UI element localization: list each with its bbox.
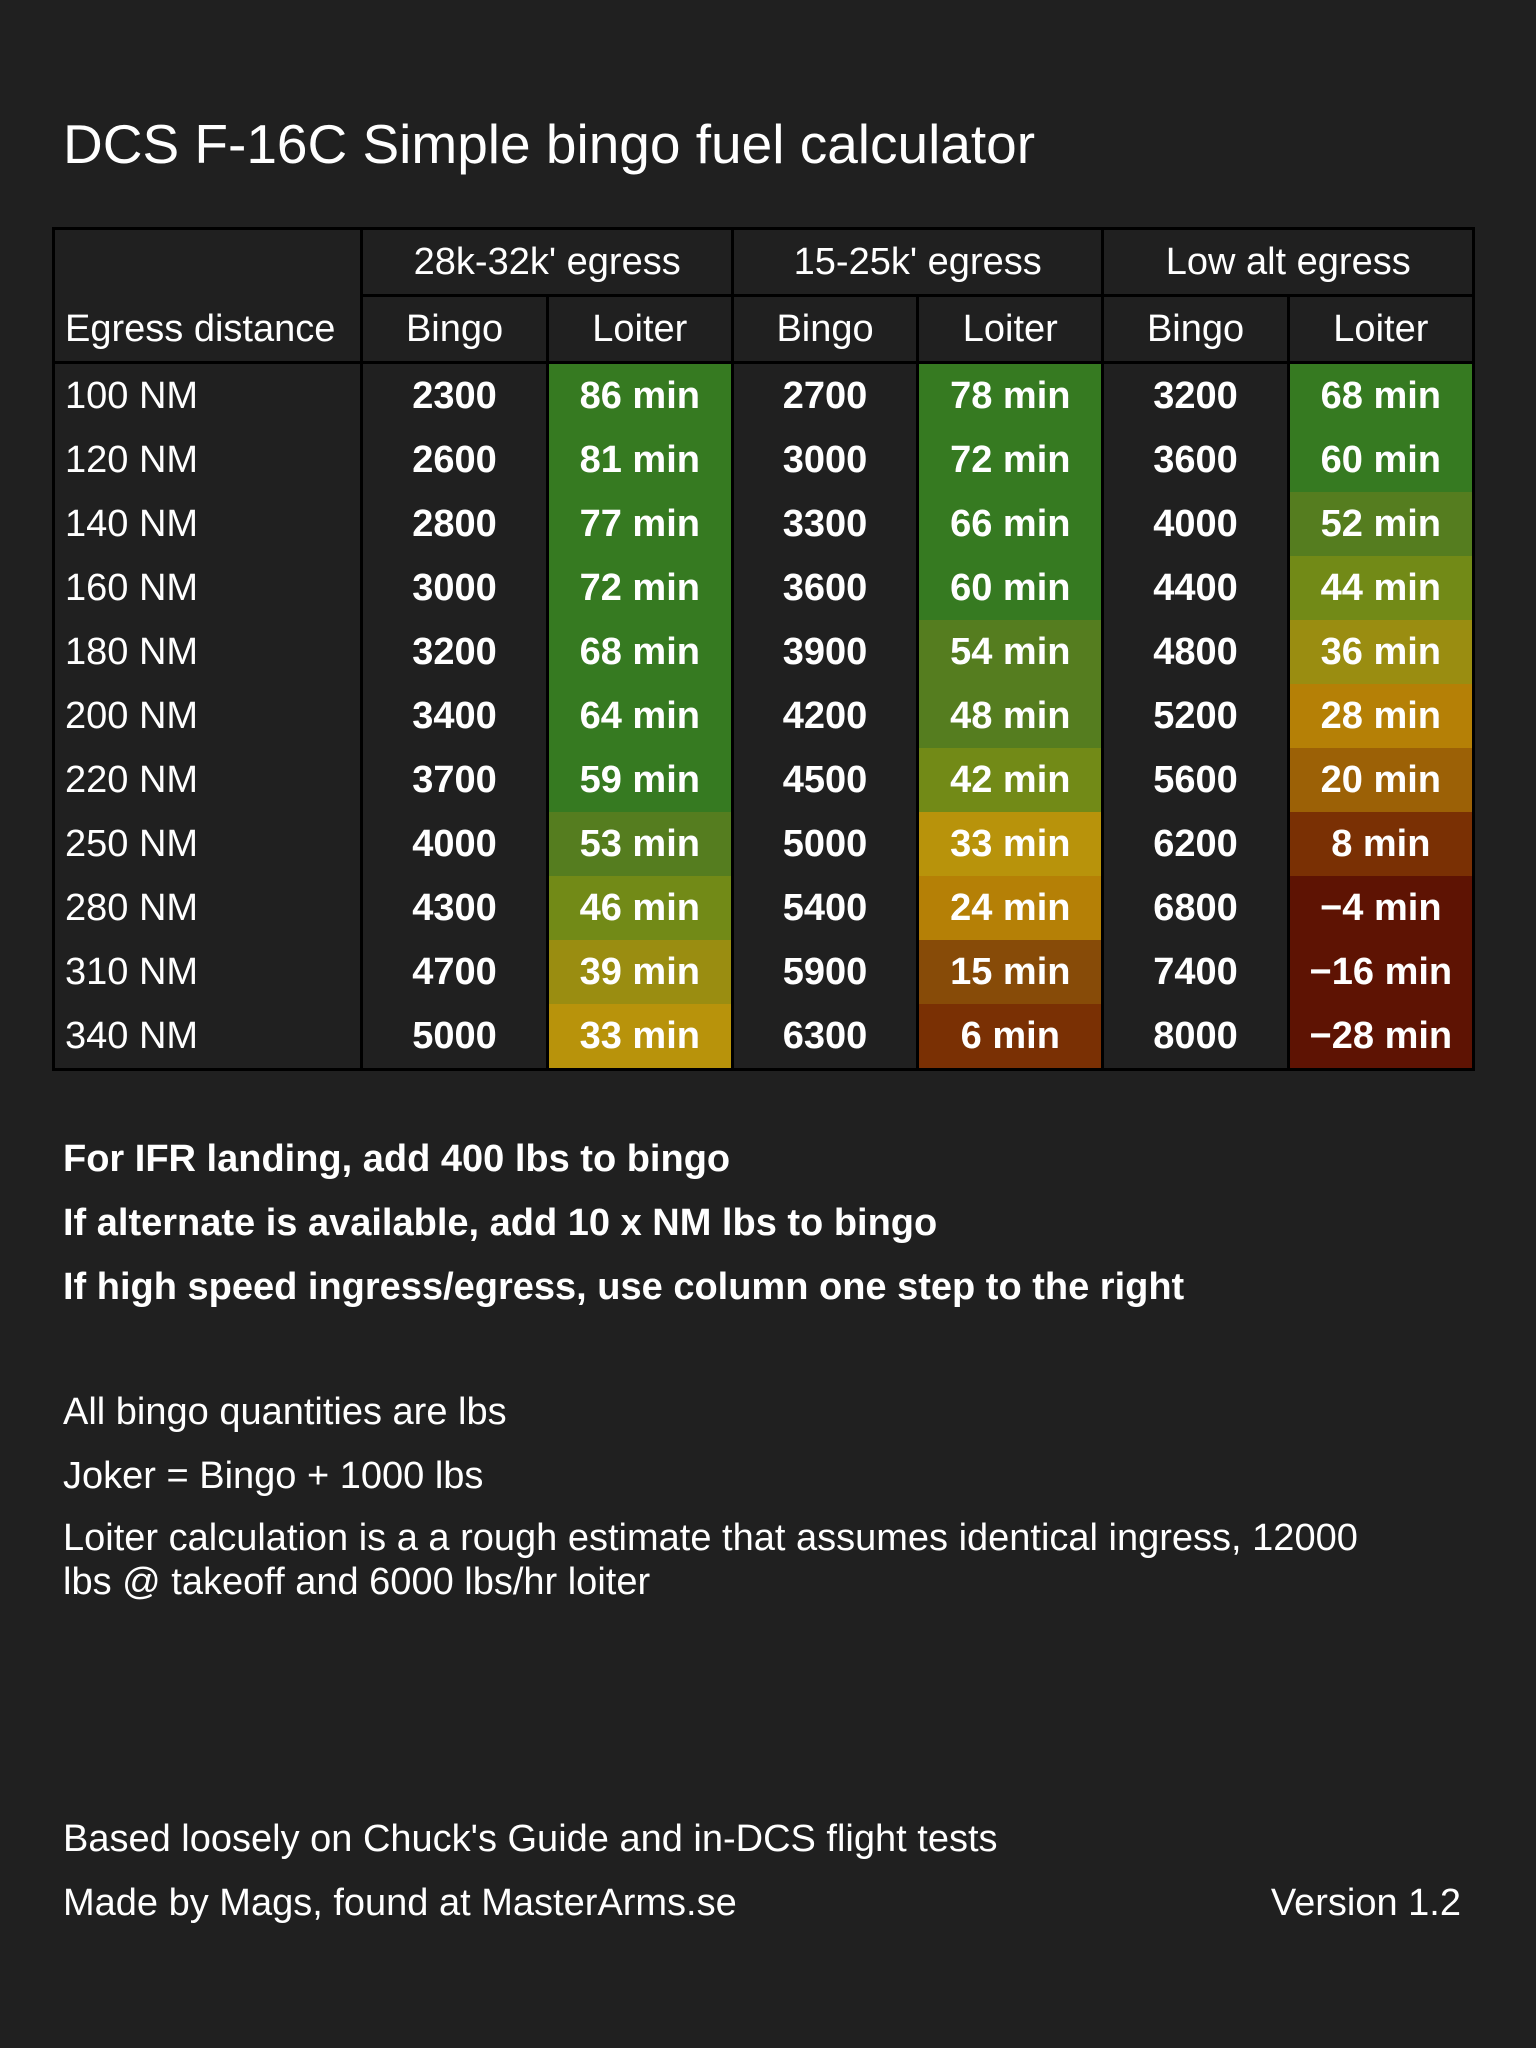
loiter-cell: 86 min: [547, 363, 732, 429]
distance-cell: 140 NM: [54, 492, 362, 556]
distance-cell: 160 NM: [54, 556, 362, 620]
page-title: DCS F-16C Simple bingo fuel calculator: [63, 113, 1036, 175]
loiter-cell: 53 min: [547, 812, 732, 876]
loiter-cell: −16 min: [1288, 940, 1473, 1004]
distance-cell: 220 NM: [54, 748, 362, 812]
bingo-cell: 4800: [1103, 620, 1288, 684]
table-row: [54, 363, 1474, 429]
distance-cell: 180 NM: [54, 620, 362, 684]
bingo-cell: 3900: [732, 620, 917, 684]
table-row: [54, 940, 1474, 1004]
bingo-cell: 5900: [732, 940, 917, 1004]
distance-cell: 340 NM: [54, 1004, 362, 1070]
loiter-cell: −28 min: [1288, 1004, 1473, 1070]
loiter-cell: −4 min: [1288, 876, 1473, 940]
bingo-cell: 3000: [732, 428, 917, 492]
bingo-cell: 4400: [1103, 556, 1288, 620]
bingo-cell: 3600: [1103, 428, 1288, 492]
group-header-row: [54, 229, 1474, 296]
bingo-cell: 5600: [1103, 748, 1288, 812]
bingo-cell: 3700: [362, 748, 547, 812]
bingo-cell: 2800: [362, 492, 547, 556]
note-units: All bingo quantities are lbs: [63, 1391, 507, 1433]
landing-notes: [63, 1127, 1184, 1319]
loiter-cell: 15 min: [918, 940, 1103, 1004]
note-high-speed: If high speed ingress/egress, use column one step to the right: [63, 1266, 1185, 1308]
table-row: [54, 876, 1474, 940]
footer-source: Based loosely on Chuck's Guide and in-DCS flight tests: [63, 1818, 998, 1860]
bingo-cell: 5000: [362, 1004, 547, 1070]
loiter-cell: 59 min: [547, 748, 732, 812]
bingo-header: Bingo: [1103, 296, 1288, 363]
loiter-cell: 28 min: [1288, 684, 1473, 748]
loiter-cell: 60 min: [918, 556, 1103, 620]
bingo-cell: 6300: [732, 1004, 917, 1070]
version-label: Version 1.2: [1270, 1882, 1461, 1924]
loiter-cell: 20 min: [1288, 748, 1473, 812]
bingo-cell: 4000: [1103, 492, 1288, 556]
bingo-cell: 3300: [732, 492, 917, 556]
distance-cell: 280 NM: [54, 876, 362, 940]
loiter-cell: 54 min: [918, 620, 1103, 684]
table-row: [54, 620, 1474, 684]
general-notes: [63, 1380, 1383, 1604]
loiter-cell: 39 min: [547, 940, 732, 1004]
table-row: [54, 812, 1474, 876]
note-loiter-calc: Loiter calculation is a a rough estimate that assumes identical ingress, 12000 lbs @ takeoff and 6000 lbs/hr loiter: [63, 1517, 1358, 1603]
loiter-cell: 72 min: [547, 556, 732, 620]
bingo-cell: 4200: [732, 684, 917, 748]
bingo-cell: 3600: [732, 556, 917, 620]
bingo-cell: 3400: [362, 684, 547, 748]
bingo-cell: 5200: [1103, 684, 1288, 748]
distance-cell: 200 NM: [54, 684, 362, 748]
table-row: [54, 1004, 1474, 1070]
loiter-cell: 24 min: [918, 876, 1103, 940]
bingo-cell: 3200: [362, 620, 547, 684]
table-row: [54, 684, 1474, 748]
bingo-cell: 4000: [362, 812, 547, 876]
bingo-header: Bingo: [732, 296, 917, 363]
loiter-header: Loiter: [1288, 296, 1473, 363]
loiter-header: Loiter: [547, 296, 732, 363]
loiter-cell: 46 min: [547, 876, 732, 940]
bingo-cell: 6800: [1103, 876, 1288, 940]
loiter-cell: 72 min: [918, 428, 1103, 492]
loiter-cell: 8 min: [1288, 812, 1473, 876]
bingo-cell: 6200: [1103, 812, 1288, 876]
table-row: [54, 428, 1474, 492]
footer-credit: Made by Mags, found at MasterArms.se: [63, 1882, 737, 1924]
table-row: [54, 556, 1474, 620]
note-ifr: For IFR landing, add 400 lbs to bingo: [63, 1138, 731, 1180]
loiter-cell: 52 min: [1288, 492, 1473, 556]
loiter-cell: 6 min: [918, 1004, 1103, 1070]
loiter-cell: 68 min: [1288, 363, 1473, 429]
bingo-cell: 4700: [362, 940, 547, 1004]
loiter-cell: 81 min: [547, 428, 732, 492]
bingo-cell: 8000: [1103, 1004, 1288, 1070]
bingo-cell: 7400: [1103, 940, 1288, 1004]
loiter-cell: 42 min: [918, 748, 1103, 812]
bingo-cell: 2600: [362, 428, 547, 492]
loiter-cell: 33 min: [918, 812, 1103, 876]
bingo-cell: 2300: [362, 363, 547, 429]
note-joker: Joker = Bingo + 1000 lbs: [63, 1455, 484, 1497]
loiter-cell: 66 min: [918, 492, 1103, 556]
note-alternate: If alternate is available, add 10 x NM lbs to bingo: [63, 1202, 938, 1244]
loiter-cell: 68 min: [547, 620, 732, 684]
bingo-cell: 2700: [732, 363, 917, 429]
bingo-cell: 3200: [1103, 363, 1288, 429]
loiter-cell: 33 min: [547, 1004, 732, 1070]
group-header: 28k-32k' egress: [362, 229, 733, 296]
loiter-cell: 78 min: [918, 363, 1103, 429]
bingo-cell: 4500: [732, 748, 917, 812]
group-header: Low alt egress: [1103, 229, 1474, 296]
loiter-cell: 77 min: [547, 492, 732, 556]
distance-header: Egress distance: [54, 229, 362, 363]
loiter-cell: 48 min: [918, 684, 1103, 748]
bingo-cell: 4300: [362, 876, 547, 940]
distance-cell: 100 NM: [54, 363, 362, 429]
bingo-header: Bingo: [362, 296, 547, 363]
loiter-cell: 60 min: [1288, 428, 1473, 492]
bingo-table: [52, 227, 1475, 1071]
loiter-cell: 44 min: [1288, 556, 1473, 620]
loiter-cell: 64 min: [547, 684, 732, 748]
group-header: 15-25k' egress: [732, 229, 1103, 296]
bingo-cell: 5400: [732, 876, 917, 940]
distance-cell: 250 NM: [54, 812, 362, 876]
loiter-cell: 36 min: [1288, 620, 1473, 684]
distance-cell: 310 NM: [54, 940, 362, 1004]
table-row: [54, 748, 1474, 812]
table-body: [54, 363, 1474, 1070]
table-row: [54, 492, 1474, 556]
distance-cell: 120 NM: [54, 428, 362, 492]
bingo-cell: 3000: [362, 556, 547, 620]
loiter-header: Loiter: [918, 296, 1103, 363]
bingo-cell: 5000: [732, 812, 917, 876]
